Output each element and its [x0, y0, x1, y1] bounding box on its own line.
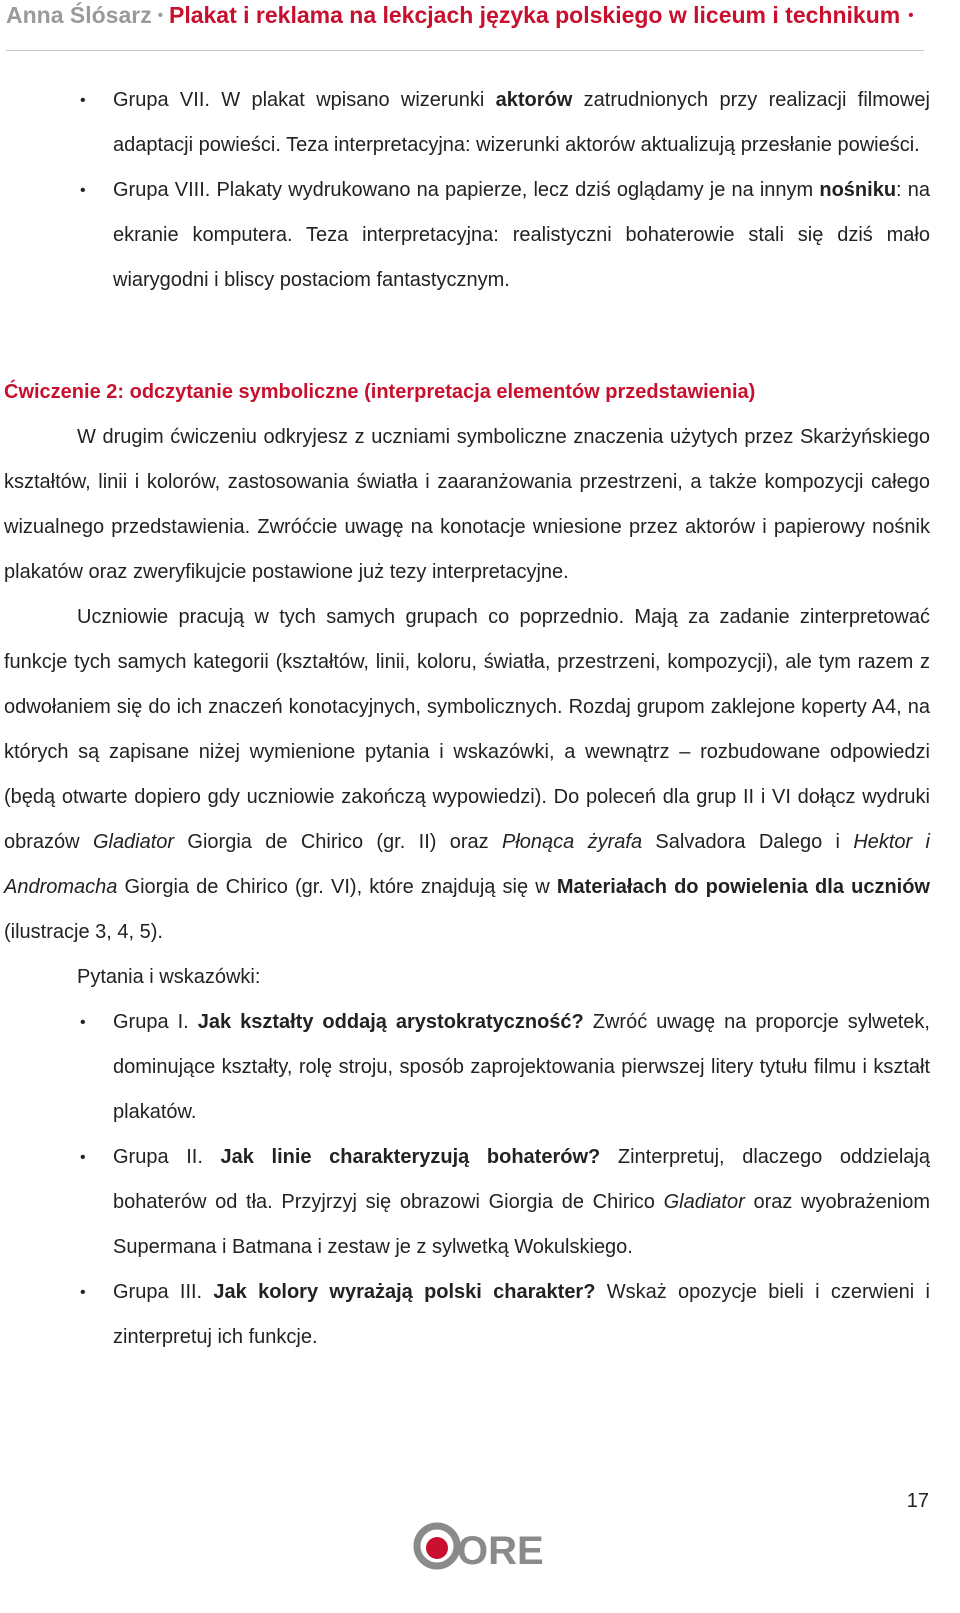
list-item-bold: nośniku — [819, 179, 897, 201]
paragraph-text: Uczniowie pracują w tych samych grupach co poprzednio. Mają za zadanie zinterpretować funkcje tych samych kategorii (kształtów, linii, koloru, światła, przestrzeni, kompozycji), ale tym razem z odwołaniem się do ich znaczeń konotacyjnych, symbolicznych. Rozdaj grupom zaklejone koperty A4, na których są zapisane niżej wymienione pytania i wskazówki, a wewnątrz – rozbudowane odpowiedzi (będą otwarte dopiero gdy uczniowie zakończą wypowiedzi). Do poleceń dla grup II i VI dołącz wydruki obrazów — [4, 606, 930, 853]
section-heading: Ćwiczenie 2: odczytanie symboliczne (interpretacja elementów przedstawienia) — [4, 381, 756, 403]
list-item-text: zatrudnionych przy realizacji filmowej adaptacji powieści. Teza interpretacyjna: wizerunki aktorów aktualizują przesłanie powieści. — [113, 89, 930, 156]
question-item-group-i — [4, 1000, 930, 1135]
bullet-icon: • — [80, 92, 86, 109]
paragraph-text: Giorgia de Chirico (gr. VI), które znajdują się w — [117, 876, 557, 898]
artwork-title: Hektor i Andromacha — [4, 831, 930, 898]
list-item-bold: aktorów — [495, 89, 573, 111]
artwork-title: Gladiator — [92, 831, 175, 853]
page-number: 17 — [906, 1490, 929, 1512]
paragraph-text: Salvadora Dalego i — [642, 831, 854, 853]
header-trailing-dot: • — [908, 7, 914, 24]
artwork-title: Gladiator — [663, 1191, 745, 1213]
question-item-group-iii — [4, 1270, 930, 1360]
bullet-icon: • — [80, 1149, 86, 1166]
document-body — [4, 78, 930, 1360]
paragraph-text: Giorgia de Chirico (gr. II) oraz — [174, 831, 502, 853]
question-text: oraz wyobrażeniom Supermana i Batmana i zestaw je z sylwetką Wokulskiego. — [113, 1191, 930, 1258]
header-author: Anna Ślósarz — [6, 2, 152, 28]
paragraph-intro: W drugim ćwiczeniu odkryjesz z uczniami symboliczne znaczenia użytych przez Skarżyńskiego kształtów, linii i kolorów, zastosowania światła i zaaranżowania przestrzeni, a także kompozycji całego wizualnego przedstawienia. Zwróćcie uwagę na konotacje wniesione przez aktorów i papierowy nośnik plakatów oraz zweryfikujcie postawione już tezy interpretacyjne. — [4, 426, 930, 583]
question-text: Zinterpretuj, dlaczego oddzielają bohaterów od tła. Przyjrzyj się obrazowi Giorgia de Chirico — [113, 1146, 930, 1213]
list-item-text: Grupa VII. W plakat wpisano wizerunki — [113, 89, 496, 111]
header-divider — [6, 50, 924, 51]
question-bold: Jak kształty oddają arystokratyczność? — [197, 1011, 584, 1033]
ore-logo-icon — [413, 1518, 544, 1578]
artwork-title: Płonąca żyrafa — [502, 831, 643, 853]
spacer — [4, 303, 930, 370]
question-bold: Jak kolory wyrażają polski charakter? — [213, 1281, 596, 1303]
materials-reference: Materiałach do powielenia dla uczniów — [556, 876, 930, 898]
questions-label: Pytania i wskazówki: — [77, 966, 261, 988]
logo-letters: ORE — [457, 1529, 544, 1573]
header-separator: • — [157, 7, 163, 24]
question-text: Zwróć uwagę na proporcje sylwetek, dominujące kształty, rolę stroju, sposób zaprojektowania pierwszej litery tytułu filmu i kształt plakatów. — [113, 1011, 930, 1123]
header-title: Plakat i reklama na lekcjach języka polskiego w liceum i technikum — [168, 2, 901, 28]
paragraph-text: (ilustracje 3, 4, 5). — [4, 921, 163, 943]
paragraph-instructions — [4, 595, 930, 955]
question-text: Wskaż opozycje bieli i czerwieni i zinterpretuj ich funkcje. — [113, 1281, 930, 1348]
bullet-icon: • — [80, 1014, 86, 1031]
bullet-icon: • — [80, 182, 86, 199]
group-list-top — [4, 78, 930, 303]
list-item-group-viii — [4, 168, 930, 303]
question-group: Grupa II. — [113, 1146, 221, 1168]
list-item-text: : na ekranie komputera. Teza interpretacyjna: realistyczni bohaterowie stali się dziś mało wiarygodni i bliscy postaciom fantastycznym. — [113, 179, 930, 291]
question-item-group-ii — [4, 1135, 930, 1270]
list-item-group-vii — [4, 78, 930, 168]
question-bold: Jak linie charakteryzują bohaterów? — [220, 1146, 601, 1168]
page-header — [6, 0, 936, 32]
question-list — [4, 1000, 930, 1360]
list-item-text: Grupa VIII. Plakaty wydrukowano na papierze, lecz dziś oglądamy je na innym — [113, 179, 820, 201]
question-group: Grupa III. — [113, 1281, 214, 1303]
question-group: Grupa I. — [113, 1011, 198, 1033]
bullet-icon: • — [80, 1284, 86, 1301]
